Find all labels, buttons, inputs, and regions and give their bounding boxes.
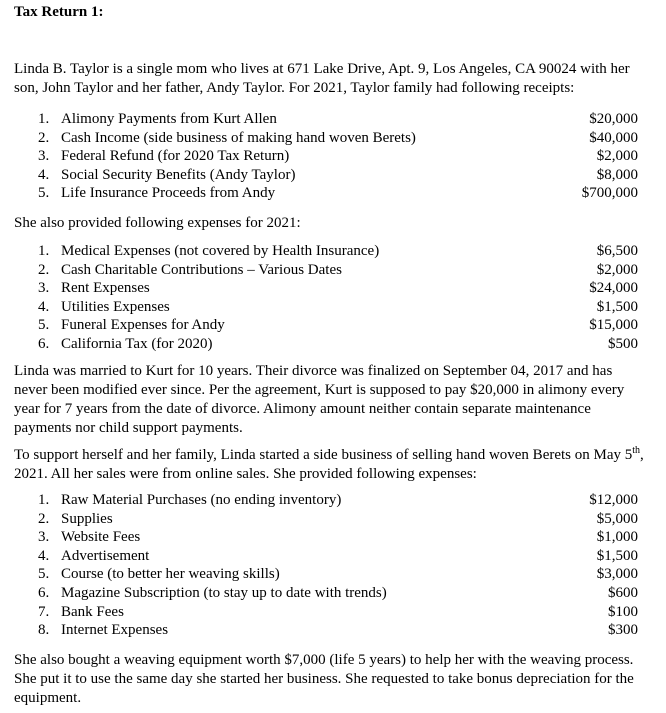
intro-paragraph: Linda B. Taylor is a single mom who lives at 671 Lake Drive, Apt. 9, Los Angeles, CA 90024 with her son, John Taylor and her father, Andy Taylor. For 2021, Taylor family had following receipts: (14, 61, 630, 96)
item-left (38, 110, 277, 129)
item-label: Bank Fees (61, 603, 124, 620)
item-label: Course (to better her weaving skills) (61, 566, 280, 583)
item-label: Medical Expenses (not covered by Health Insurance) (61, 243, 380, 259)
business-text-superscript: th (632, 445, 641, 456)
list-item (38, 565, 638, 584)
item-left (38, 129, 416, 148)
item-left (38, 491, 341, 510)
item-number: 1. (38, 111, 50, 127)
item-label: Life Insurance Proceeds from Andy (61, 185, 276, 202)
item-amount: $15,000 (589, 317, 638, 334)
document-title: Tax Return 1: (14, 4, 104, 20)
item-number: 2. (38, 261, 50, 278)
list-item (38, 335, 638, 354)
item-amount: $1,500 (596, 547, 638, 564)
item-left (38, 316, 225, 335)
item-amount: $8,000 (596, 166, 638, 183)
item-label: Rent Expenses (61, 280, 150, 297)
item-left (38, 510, 113, 529)
item-number: 6. (38, 335, 50, 352)
list-item (38, 242, 638, 261)
item-label: Federal Refund (for 2020 Tax Return) (61, 148, 290, 165)
item-amount: $100 (608, 603, 638, 620)
equipment-paragraph: She also bought a weaving equipment worth $7,000 (life 5 years) to help her with the weaving process. She put it to use the same day she started her business. She requested to take bonus depreciation for the equipment. (14, 652, 634, 706)
item-number: 8. (38, 622, 50, 639)
item-number: 3. (38, 280, 50, 297)
business-text-part2: , 2021. All her sales were from online sales. She provided following expenses: (14, 447, 644, 482)
item-amount: $20,000 (589, 111, 638, 127)
item-left (38, 565, 280, 584)
item-number: 1. (38, 492, 50, 508)
item-number: 5. (38, 566, 50, 583)
item-amount: $1,000 (596, 529, 638, 546)
item-amount: $500 (608, 335, 638, 352)
item-left (38, 335, 213, 354)
business-text-part1: To support herself and her family, Linda started a side business of selling hand woven Berets on May 5 (14, 447, 633, 463)
item-label: Website Fees (61, 529, 141, 546)
item-label: Raw Material Purchases (no ending inventory) (61, 492, 342, 508)
list-item (38, 147, 638, 166)
item-number: 5. (38, 317, 50, 334)
receipts-list (38, 110, 638, 203)
item-number: 4. (38, 298, 50, 315)
item-left (38, 547, 149, 566)
item-left (38, 621, 168, 640)
item-left (38, 584, 387, 603)
list-item (38, 603, 638, 622)
item-label: California Tax (for 2020) (61, 335, 213, 352)
item-number: 2. (38, 129, 50, 146)
expenses-intro: She also provided following expenses for 2021: (14, 215, 301, 231)
list-item (38, 547, 638, 566)
item-amount: $6,500 (596, 243, 638, 259)
item-number: 3. (38, 529, 50, 546)
item-number: 6. (38, 584, 50, 601)
list-item (38, 184, 638, 203)
item-amount: $600 (608, 584, 638, 601)
item-number: 5. (38, 185, 50, 202)
item-label: Magazine Subscription (to stay up to date with trends) (61, 584, 387, 601)
item-amount: $5,000 (596, 510, 638, 527)
list-item (38, 621, 638, 640)
item-amount: $300 (608, 622, 638, 639)
item-left (38, 147, 289, 166)
list-item (38, 279, 638, 298)
item-label: Cash Income (side business of making hand woven Berets) (61, 129, 416, 146)
item-label: Social Security Benefits (Andy Taylor) (61, 166, 296, 183)
item-label: Utilities Expenses (61, 298, 170, 315)
list-item (38, 491, 638, 510)
item-number: 4. (38, 166, 50, 183)
item-amount: $2,000 (596, 261, 638, 278)
item-amount: $1,500 (596, 298, 638, 315)
item-number: 3. (38, 148, 50, 165)
item-label: Supplies (61, 510, 113, 527)
item-amount: $3,000 (596, 566, 638, 583)
item-left (38, 261, 342, 280)
item-left (38, 184, 275, 203)
item-number: 7. (38, 603, 50, 620)
item-label: Advertisement (61, 547, 150, 564)
item-number: 1. (38, 243, 50, 259)
list-item (38, 298, 638, 317)
item-number: 2. (38, 510, 50, 527)
list-item (38, 129, 638, 148)
item-amount: $700,000 (581, 185, 638, 202)
item-label: Internet Expenses (61, 622, 169, 639)
item-label: Funeral Expenses for Andy (61, 317, 225, 334)
item-label: Cash Charitable Contributions – Various Dates (61, 261, 342, 278)
item-amount: $40,000 (589, 129, 638, 146)
item-number: 4. (38, 547, 50, 564)
expenses-list (38, 242, 638, 354)
item-amount: $2,000 (596, 148, 638, 165)
item-label: Alimony Payments from Kurt Allen (61, 111, 277, 127)
list-item (38, 584, 638, 603)
item-left (38, 603, 124, 622)
item-left (38, 279, 150, 298)
marriage-paragraph: Linda was married to Kurt for 10 years. Their divorce was finalized on September 04, 2017 and has never been modified ever since. Per the agreement, Kurt is supposed to pay $20,000 in alimony every year for 7 years from the date of divorce. Alimony amount neither contain separate maintenance payments nor child support payments. (14, 363, 625, 436)
item-amount: $24,000 (589, 280, 638, 297)
list-item (38, 166, 638, 185)
list-item (38, 316, 638, 335)
item-left (38, 298, 170, 317)
list-item (38, 110, 638, 129)
list-item (38, 261, 638, 280)
item-left (38, 242, 379, 261)
business-expenses-list (38, 491, 638, 640)
item-amount: $12,000 (589, 492, 638, 508)
list-item (38, 510, 638, 529)
item-left (38, 166, 295, 185)
business-paragraph (14, 446, 644, 484)
item-left (38, 528, 140, 547)
list-item (38, 528, 638, 547)
